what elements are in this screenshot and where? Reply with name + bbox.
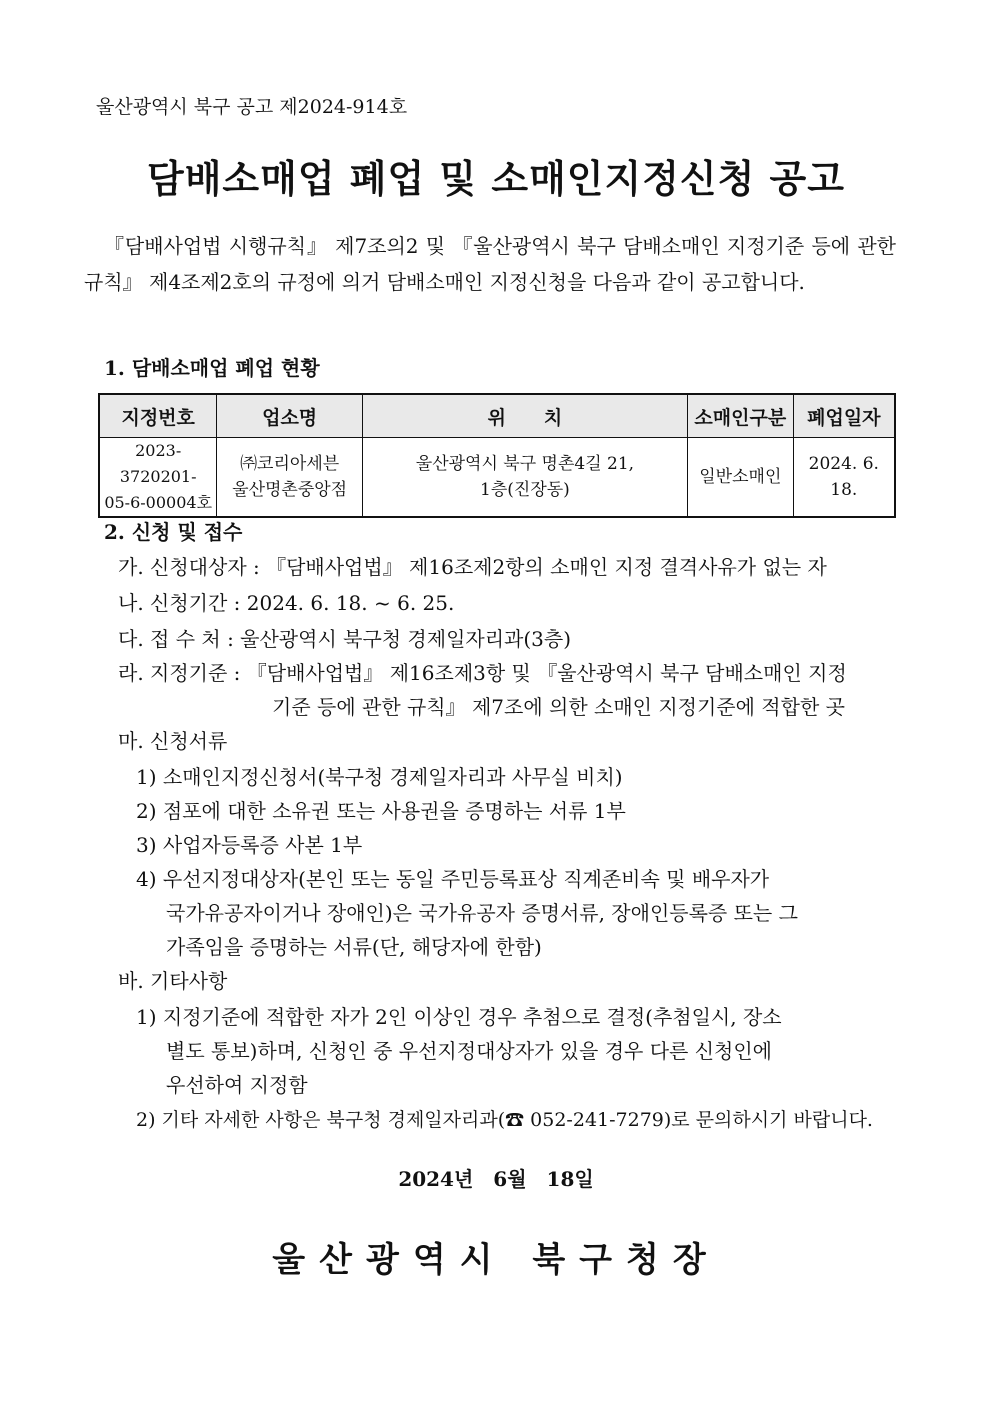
other-1-line1: 1) 지정기준에 적합한 자가 2인 이상인 경우 추첨으로 결정(추첨일시, 장소 xyxy=(136,1005,782,1029)
notice-date: 2024년 6월 18일 xyxy=(398,1167,594,1191)
other-1-line2: 별도 통보)하며, 신청인 중 우선지정대상자가 있을 경우 다른 신청인에 xyxy=(166,1039,772,1063)
location-line2: 1층(진장동) xyxy=(480,480,570,500)
document-4-line3: 가족임을 증명하는 서류(단, 해당자에 한함) xyxy=(166,935,542,959)
document-2: 2) 점포에 대한 소유권 또는 사용권을 증명하는 서류 1부 xyxy=(136,799,626,823)
header-location: 위 치 xyxy=(362,394,687,438)
document-title: 담배소매업 폐업 및 소매인지정신청 공고 xyxy=(147,156,845,201)
location-line1: 울산광역시 북구 명촌4길 21, xyxy=(415,454,635,474)
issuer-name: 울산광역시 북구청장 xyxy=(272,1240,720,1280)
section1-heading: 1. 담배소매업 폐업 현황 xyxy=(104,356,320,380)
other-2-contact: 2) 기타 자세한 사항은 북구청 경제일자리과(☎ 052-241-7279)로 문의하시기 바랍니다. xyxy=(136,1109,873,1131)
document-3: 3) 사업자등록증 사본 1부 xyxy=(136,833,363,857)
cell-designation-number xyxy=(99,438,217,518)
cell-business-name xyxy=(217,438,363,518)
notice-number: 울산광역시 북구 공고 제2024-914호 xyxy=(96,96,408,118)
document-1: 1) 소매인지정신청서(북구청 경제일자리과 사무실 비치) xyxy=(136,765,623,789)
header-designation-number: 지정번호 xyxy=(99,394,217,438)
table-header-row xyxy=(99,394,895,438)
designation-number-line2: 05-6-00004호 xyxy=(104,493,213,512)
section2-heading: 2. 신청 및 접수 xyxy=(104,520,243,544)
table-row xyxy=(99,438,895,518)
header-retailer-type: 소매인구분 xyxy=(687,394,793,438)
item-ba-other: 바. 기타사항 xyxy=(118,969,228,993)
item-ra-criteria-line2: 기준 등에 관한 규칙』 제7조에 의한 소매인 지정기준에 적합한 곳 xyxy=(272,695,845,719)
cell-retailer-type: 일반소매인 xyxy=(687,438,793,518)
business-name-line1: ㈜코리아세븐 xyxy=(240,454,340,474)
cell-location xyxy=(362,438,687,518)
closure-status-table xyxy=(98,393,896,518)
document-4-line1: 4) 우선지정대상자(본인 또는 동일 주민등록표상 직계존비속 및 배우자가 xyxy=(136,867,770,891)
item-da-reception: 다. 접 수 처 : 울산광역시 북구청 경제일자리과(3층) xyxy=(118,627,572,651)
item-ga-applicant: 가. 신청대상자 : 『담배사업법』 제16조제2항의 소매인 지정 결격사유가 없는 자 xyxy=(118,555,827,579)
header-closing-date: 폐업일자 xyxy=(793,394,895,438)
intro-text: 『담배사업법 시행규칙』 제7조의2 및 『울산광역시 북구 담배소매인 지정기준 등에 관한 규칙』 제4조제2호의 규정에 의거 담배소매인 지정신청을 다음과 같이 공고합니다. xyxy=(84,234,896,294)
item-ra-criteria-line1: 라. 지정기준 : 『담배사업법』 제16조제3항 및 『울산광역시 북구 담배소매인 지정 xyxy=(118,661,847,685)
business-name-line2: 울산명촌중앙점 xyxy=(232,480,348,500)
designation-number-line1: 2023-3720201- xyxy=(119,441,197,486)
document-4-line2: 국가유공자이거나 장애인)은 국가유공자 증명서류, 장애인등록증 또는 그 xyxy=(166,901,798,925)
other-1-line3: 우선하여 지정함 xyxy=(166,1073,308,1097)
item-na-period: 나. 신청기간 : 2024. 6. 18. ~ 6. 25. xyxy=(118,591,455,615)
intro-paragraph xyxy=(84,228,896,300)
header-business-name: 업소명 xyxy=(217,394,363,438)
cell-closing-date: 2024. 6. 18. xyxy=(793,438,895,518)
item-ma-documents: 마. 신청서류 xyxy=(118,729,228,753)
